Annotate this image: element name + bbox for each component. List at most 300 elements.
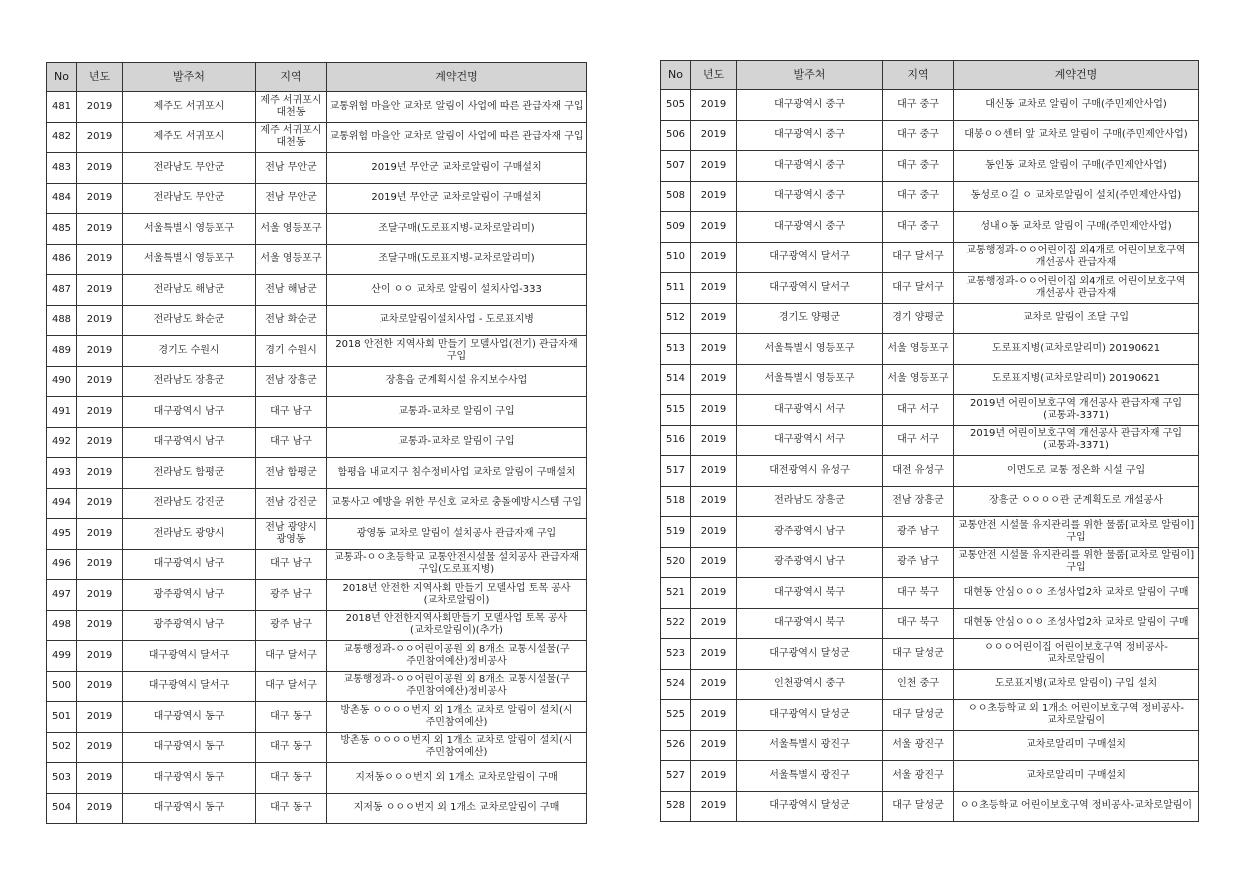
cell-region: 서울 영등포구	[883, 334, 954, 365]
cell-region: 서울 영등포구	[256, 214, 327, 245]
cell-orderer: 전라남도 해남군	[123, 275, 256, 306]
cell-region: 서울 광진구	[883, 761, 954, 792]
cell-no: 503	[47, 763, 77, 794]
table-row	[47, 793, 587, 824]
header-orderer: 발주처	[737, 61, 883, 90]
cell-orderer: 서울특별시 영등포구	[737, 334, 883, 365]
cell-year: 2019	[691, 669, 737, 700]
cell-no: 526	[661, 730, 691, 761]
table-row	[47, 366, 587, 397]
cell-contract: 교통과-교차로 알림이 구입	[327, 427, 587, 458]
cell-year: 2019	[691, 151, 737, 182]
cell-no: 528	[661, 791, 691, 822]
cell-region: 대구 달서구	[256, 671, 327, 702]
cell-region: 인천 중구	[883, 669, 954, 700]
table-row	[47, 427, 587, 458]
cell-orderer: 대구광역시 동구	[123, 732, 256, 763]
cell-contract: 대현동 안심ㅇㅇㅇ 조성사업2차 교차로 알림이 구매	[954, 608, 1199, 639]
cell-year: 2019	[691, 273, 737, 304]
table-row	[47, 153, 587, 184]
cell-year: 2019	[691, 486, 737, 517]
contract-table-left	[46, 62, 587, 824]
cell-contract: 2019년 무안군 교차로알림이 구매설치	[327, 153, 587, 184]
cell-contract: 장흥군 ㅇㅇㅇㅇ관 군계획도로 개설공사	[954, 486, 1199, 517]
cell-orderer: 대구광역시 남구	[123, 427, 256, 458]
cell-year: 2019	[77, 336, 123, 367]
cell-year: 2019	[691, 517, 737, 548]
cell-orderer: 광주광역시 남구	[123, 610, 256, 641]
cell-orderer: 대구광역시 북구	[737, 578, 883, 609]
cell-contract: 지저동ㅇㅇㅇ번지 외 1개소 교차로알림이 구매	[327, 763, 587, 794]
cell-orderer: 대구광역시 남구	[123, 397, 256, 428]
table-row	[661, 669, 1199, 700]
table-row	[661, 181, 1199, 212]
cell-year: 2019	[77, 397, 123, 428]
cell-orderer: 광주광역시 남구	[737, 547, 883, 578]
cell-orderer: 광주광역시 남구	[737, 517, 883, 548]
cell-orderer: 대전광역시 유성구	[737, 456, 883, 487]
cell-contract: 방촌동 ㅇㅇㅇㅇ번지 외 1개소 교차로 알림이 설치(시 주민참여예산)	[327, 732, 587, 763]
cell-orderer: 대구광역시 서구	[737, 425, 883, 456]
table-row	[661, 761, 1199, 792]
cell-year: 2019	[77, 366, 123, 397]
cell-orderer: 대구광역시 중구	[737, 181, 883, 212]
cell-orderer: 제주도 서귀포시	[123, 92, 256, 123]
cell-orderer: 제주도 서귀포시	[123, 122, 256, 153]
table-row	[661, 578, 1199, 609]
cell-year: 2019	[691, 639, 737, 670]
cell-year: 2019	[77, 275, 123, 306]
cell-no: 509	[661, 212, 691, 243]
cell-year: 2019	[691, 456, 737, 487]
table-row	[47, 275, 587, 306]
cell-region: 대구 남구	[256, 427, 327, 458]
cell-contract: 교통위험 마을안 교차로 알림이 사업에 따른 관급자재 구입	[327, 92, 587, 123]
cell-no: 505	[661, 90, 691, 121]
cell-contract: 동인동 교차로 알림이 구매(주민제안사업)	[954, 151, 1199, 182]
cell-contract: 함평읍 내교지구 침수정비사업 교차로 알림이 구매설치	[327, 458, 587, 489]
table-row	[661, 120, 1199, 151]
cell-contract: 교차로알리미 구매설치	[954, 730, 1199, 761]
cell-no: 499	[47, 641, 77, 672]
cell-region: 광주 남구	[256, 580, 327, 611]
cell-year: 2019	[691, 242, 737, 273]
cell-orderer: 전라남도 화순군	[123, 305, 256, 336]
cell-region: 대구 동구	[256, 732, 327, 763]
cell-orderer: 대구광역시 동구	[123, 763, 256, 794]
cell-year: 2019	[77, 732, 123, 763]
cell-year: 2019	[77, 305, 123, 336]
cell-orderer: 대구광역시 달서구	[737, 242, 883, 273]
cell-year: 2019	[77, 92, 123, 123]
table-row	[47, 549, 587, 580]
header-no: No	[661, 61, 691, 90]
cell-no: 521	[661, 578, 691, 609]
cell-contract: 이면도로 교통 정온화 시설 구입	[954, 456, 1199, 487]
cell-contract: 도로표지병(교차로알리미) 20190621	[954, 334, 1199, 365]
cell-no: 506	[661, 120, 691, 151]
cell-region: 서울 광진구	[883, 730, 954, 761]
cell-region: 대구 달성군	[883, 639, 954, 670]
table-header	[661, 61, 1199, 90]
table-row	[661, 90, 1199, 121]
cell-year: 2019	[691, 425, 737, 456]
cell-region: 전남 장흥군	[883, 486, 954, 517]
cell-orderer: 대구광역시 달성군	[737, 791, 883, 822]
table-row	[47, 580, 587, 611]
table-row	[47, 305, 587, 336]
cell-region: 제주 서귀포시 대천동	[256, 122, 327, 153]
cell-no: 492	[47, 427, 77, 458]
table-row	[47, 519, 587, 550]
cell-no: 520	[661, 547, 691, 578]
cell-year: 2019	[77, 671, 123, 702]
cell-region: 전남 해남군	[256, 275, 327, 306]
cell-year: 2019	[77, 427, 123, 458]
cell-no: 510	[661, 242, 691, 273]
cell-contract: 도로표지병(교차로알리미) 20190621	[954, 364, 1199, 395]
cell-orderer: 전라남도 무안군	[123, 183, 256, 214]
cell-region: 전남 무안군	[256, 153, 327, 184]
table-row	[661, 639, 1199, 670]
cell-contract: 교통행정과-ㅇㅇ어린이집 외4개로 어린이보호구역 개선공사 관급자재	[954, 242, 1199, 273]
cell-year: 2019	[691, 608, 737, 639]
cell-year: 2019	[691, 791, 737, 822]
cell-no: 482	[47, 122, 77, 153]
cell-region: 대구 동구	[256, 702, 327, 733]
cell-year: 2019	[691, 181, 737, 212]
cell-region: 대구 북구	[883, 608, 954, 639]
table-row	[661, 242, 1199, 273]
cell-orderer: 전라남도 장흥군	[737, 486, 883, 517]
table-row	[661, 364, 1199, 395]
cell-orderer: 대구광역시 북구	[737, 608, 883, 639]
cell-no: 501	[47, 702, 77, 733]
cell-contract: 성내ㅇ동 교차로 알림이 구매(주민제안사업)	[954, 212, 1199, 243]
cell-region: 대구 동구	[256, 763, 327, 794]
cell-year: 2019	[691, 395, 737, 426]
table-body	[47, 92, 587, 824]
cell-no: 504	[47, 793, 77, 824]
cell-region: 제주 서귀포시 대천동	[256, 92, 327, 123]
cell-no: 500	[47, 671, 77, 702]
cell-no: 527	[661, 761, 691, 792]
cell-region: 대구 달성군	[883, 700, 954, 731]
cell-contract: 장흥읍 군계획시설 유지보수사업	[327, 366, 587, 397]
cell-year: 2019	[691, 334, 737, 365]
cell-orderer: 대구광역시 중구	[737, 212, 883, 243]
table-row	[661, 700, 1199, 731]
cell-orderer: 대구광역시 달서구	[737, 273, 883, 304]
cell-year: 2019	[77, 488, 123, 519]
cell-no: 518	[661, 486, 691, 517]
cell-region: 전남 장흥군	[256, 366, 327, 397]
cell-region: 대구 중구	[883, 151, 954, 182]
cell-no: 517	[661, 456, 691, 487]
cell-no: 481	[47, 92, 77, 123]
contract-table-right	[660, 60, 1199, 822]
cell-year: 2019	[691, 730, 737, 761]
cell-orderer: 대구광역시 중구	[737, 90, 883, 121]
cell-orderer: 서울특별시 영등포구	[123, 214, 256, 245]
cell-orderer: 대구광역시 달서구	[123, 641, 256, 672]
table-row	[661, 334, 1199, 365]
cell-orderer: 서울특별시 광진구	[737, 761, 883, 792]
cell-orderer: 대구광역시 남구	[123, 549, 256, 580]
table-row	[661, 273, 1199, 304]
cell-region: 경기 수원시	[256, 336, 327, 367]
cell-no: 513	[661, 334, 691, 365]
cell-no: 489	[47, 336, 77, 367]
cell-contract: 동성로ㅇ길 ㅇ 교차로알림이 설치(주민제안사업)	[954, 181, 1199, 212]
cell-year: 2019	[77, 763, 123, 794]
cell-year: 2019	[77, 580, 123, 611]
cell-no: 484	[47, 183, 77, 214]
cell-no: 494	[47, 488, 77, 519]
table-row	[47, 458, 587, 489]
cell-region: 대구 달서구	[883, 242, 954, 273]
cell-contract: 대현동 안심ㅇㅇㅇ 조성사업2차 교차로 알림이 구매	[954, 578, 1199, 609]
cell-region: 전남 강진군	[256, 488, 327, 519]
cell-year: 2019	[77, 793, 123, 824]
header-region: 지역	[256, 63, 327, 92]
cell-contract: 2018 안전한 지역사회 만들기 모델사업(전기) 관급자재 구입	[327, 336, 587, 367]
cell-no: 508	[661, 181, 691, 212]
cell-no: 493	[47, 458, 77, 489]
cell-region: 서울 영등포구	[883, 364, 954, 395]
table-row	[47, 671, 587, 702]
cell-no: 488	[47, 305, 77, 336]
cell-region: 전남 광양시 광영동	[256, 519, 327, 550]
cell-contract: 조달구매(도로표지병-교차로알리미)	[327, 244, 587, 275]
table-row	[47, 702, 587, 733]
cell-orderer: 대구광역시 서구	[737, 395, 883, 426]
table-row	[661, 212, 1199, 243]
cell-year: 2019	[77, 122, 123, 153]
cell-contract: 광영동 교차로 알림이 설치공사 관급자재 구입	[327, 519, 587, 550]
cell-no: 490	[47, 366, 77, 397]
cell-orderer: 대구광역시 달성군	[737, 639, 883, 670]
cell-no: 507	[661, 151, 691, 182]
table-row	[47, 610, 587, 641]
cell-region: 대구 남구	[256, 549, 327, 580]
cell-region: 대구 달서구	[256, 641, 327, 672]
cell-year: 2019	[77, 214, 123, 245]
cell-contract: 대봉ㅇㅇ센터 앞 교차로 알림이 구매(주민제안사업)	[954, 120, 1199, 151]
cell-contract: 교통행정과-ㅇㅇ어린이공원 외 8개소 교통시설물(구 주민참여예산)정비공사	[327, 641, 587, 672]
cell-no: 485	[47, 214, 77, 245]
cell-contract: 교통과-교차로 알림이 구입	[327, 397, 587, 428]
cell-region: 대구 서구	[883, 395, 954, 426]
cell-orderer: 인천광역시 중구	[737, 669, 883, 700]
cell-region: 대구 달서구	[883, 273, 954, 304]
cell-orderer: 전라남도 강진군	[123, 488, 256, 519]
cell-no: 512	[661, 303, 691, 334]
cell-year: 2019	[77, 183, 123, 214]
cell-contract: 2019년 어린이보호구역 개선공사 관급자재 구입(교통과-3371)	[954, 425, 1199, 456]
cell-year: 2019	[77, 458, 123, 489]
table-body	[661, 90, 1199, 822]
cell-year: 2019	[691, 547, 737, 578]
cell-region: 대구 동구	[256, 793, 327, 824]
table-row	[661, 395, 1199, 426]
cell-region: 광주 남구	[883, 547, 954, 578]
cell-contract: 2019년 어린이보호구역 개선공사 관급자재 구입(교통과-3371)	[954, 395, 1199, 426]
table-row	[661, 730, 1199, 761]
table-row	[47, 488, 587, 519]
table-row	[661, 608, 1199, 639]
cell-no: 523	[661, 639, 691, 670]
cell-region: 대구 서구	[883, 425, 954, 456]
cell-no: 497	[47, 580, 77, 611]
cell-no: 498	[47, 610, 77, 641]
cell-no: 483	[47, 153, 77, 184]
table-row	[47, 244, 587, 275]
cell-year: 2019	[691, 364, 737, 395]
cell-region: 대구 중구	[883, 120, 954, 151]
cell-orderer: 서울특별시 영등포구	[123, 244, 256, 275]
cell-contract: 산이 ㅇㅇ 교차로 알림이 설치사업-333	[327, 275, 587, 306]
cell-contract: 교통행정과-ㅇㅇ어린이공원 외 8개소 교통시설물(구 주민참여예산)정비공사	[327, 671, 587, 702]
table-row	[47, 397, 587, 428]
header-year: 년도	[77, 63, 123, 92]
cell-orderer: 대구광역시 동구	[123, 702, 256, 733]
cell-contract: ㅇㅇ초등학교 외 1개소 어린이보호구역 정비공사-교차로알림이	[954, 700, 1199, 731]
cell-region: 광주 남구	[883, 517, 954, 548]
cell-orderer: 전라남도 장흥군	[123, 366, 256, 397]
cell-region: 광주 남구	[256, 610, 327, 641]
cell-year: 2019	[691, 761, 737, 792]
cell-contract: 교통사고 예방을 위한 무신호 교차로 충돌예방시스템 구입	[327, 488, 587, 519]
cell-contract: 교차로 알림이 조달 구입	[954, 303, 1199, 334]
table-row	[47, 763, 587, 794]
header-contract: 계약건명	[954, 61, 1199, 90]
cell-orderer: 서울특별시 영등포구	[737, 364, 883, 395]
cell-contract: 교통위험 마을안 교차로 알림이 사업에 따른 관급자재 구입	[327, 122, 587, 153]
cell-orderer: 대구광역시 동구	[123, 793, 256, 824]
cell-region: 대전 유성구	[883, 456, 954, 487]
cell-year: 2019	[77, 549, 123, 580]
cell-contract: 2019년 무안군 교차로알림이 구매설치	[327, 183, 587, 214]
table-row	[47, 214, 587, 245]
header-no: No	[47, 63, 77, 92]
cell-contract: 2018년 안전한지역사회만들기 모델사업 토목 공사(교차로알림이)(추가)	[327, 610, 587, 641]
cell-year: 2019	[691, 120, 737, 151]
cell-region: 대구 중구	[883, 90, 954, 121]
cell-contract: 대신동 교차로 알림이 구매(주민제안사업)	[954, 90, 1199, 121]
table-row	[47, 641, 587, 672]
cell-year: 2019	[691, 578, 737, 609]
cell-contract: 교통안전 시설물 유지관리를 위한 물품[교차로 알림이] 구입	[954, 547, 1199, 578]
table-header	[47, 63, 587, 92]
cell-contract: 도로표지병(교차로 알림이) 구입 설치	[954, 669, 1199, 700]
cell-contract: 교통과-ㅇㅇ초등학교 교통안전시설물 설치공사 관급자재 구입(도로표지병)	[327, 549, 587, 580]
table-row	[47, 92, 587, 123]
cell-no: 487	[47, 275, 77, 306]
cell-region: 대구 달성군	[883, 791, 954, 822]
cell-year: 2019	[691, 212, 737, 243]
cell-contract: 교통행정과-ㅇㅇ어린이집 외4개로 어린이보호구역 개선공사 관급자재	[954, 273, 1199, 304]
header-contract: 계약건명	[327, 63, 587, 92]
cell-region: 서울 영등포구	[256, 244, 327, 275]
cell-no: 496	[47, 549, 77, 580]
cell-year: 2019	[691, 303, 737, 334]
cell-region: 경기 양평군	[883, 303, 954, 334]
cell-orderer: 광주광역시 남구	[123, 580, 256, 611]
cell-orderer: 대구광역시 중구	[737, 151, 883, 182]
cell-no: 502	[47, 732, 77, 763]
cell-no: 511	[661, 273, 691, 304]
cell-no: 525	[661, 700, 691, 731]
table-row	[661, 547, 1199, 578]
cell-no: 514	[661, 364, 691, 395]
cell-contract: 조달구매(도로표지병-교차로알리미)	[327, 214, 587, 245]
cell-region: 대구 남구	[256, 397, 327, 428]
cell-orderer: 서울특별시 광진구	[737, 730, 883, 761]
cell-contract: 지저동 ㅇㅇㅇ번지 외 1개소 교차로알림이 구매	[327, 793, 587, 824]
cell-no: 515	[661, 395, 691, 426]
table-row	[661, 486, 1199, 517]
cell-no: 522	[661, 608, 691, 639]
header-year: 년도	[691, 61, 737, 90]
table-row	[661, 456, 1199, 487]
cell-region: 대구 중구	[883, 181, 954, 212]
table-row	[661, 517, 1199, 548]
table-row	[661, 151, 1199, 182]
cell-contract: 방촌동 ㅇㅇㅇㅇ번지 외 1개소 교차로 알림이 설치(시 주민참여예산)	[327, 702, 587, 733]
cell-region: 전남 화순군	[256, 305, 327, 336]
cell-orderer: 경기도 수원시	[123, 336, 256, 367]
cell-orderer: 대구광역시 달성군	[737, 700, 883, 731]
cell-orderer: 경기도 양평군	[737, 303, 883, 334]
cell-no: 524	[661, 669, 691, 700]
cell-year: 2019	[77, 519, 123, 550]
cell-contract: 교차로알리미 구매설치	[954, 761, 1199, 792]
cell-no: 486	[47, 244, 77, 275]
cell-contract: 교차로알림이설치사업 - 도로표지병	[327, 305, 587, 336]
cell-year: 2019	[691, 90, 737, 121]
cell-year: 2019	[77, 610, 123, 641]
cell-region: 대구 북구	[883, 578, 954, 609]
cell-orderer: 전라남도 함평군	[123, 458, 256, 489]
cell-year: 2019	[77, 641, 123, 672]
cell-contract: 교통안전 시설물 유지관리를 위한 물품[교차로 알림이] 구입	[954, 517, 1199, 548]
table-row	[47, 336, 587, 367]
cell-contract: 2018년 안전한 지역사회 만들기 모델사업 토목 공사(교차로알림이)	[327, 580, 587, 611]
table-row	[47, 732, 587, 763]
cell-year: 2019	[77, 702, 123, 733]
cell-orderer: 대구광역시 중구	[737, 120, 883, 151]
cell-contract: ㅇㅇㅇ어린이집 어린이보호구역 정비공사-교차로알림이	[954, 639, 1199, 670]
table-row	[47, 183, 587, 214]
cell-no: 519	[661, 517, 691, 548]
cell-no: 491	[47, 397, 77, 428]
cell-no: 516	[661, 425, 691, 456]
cell-year: 2019	[77, 153, 123, 184]
cell-region: 전남 무안군	[256, 183, 327, 214]
cell-no: 495	[47, 519, 77, 550]
table-row	[661, 425, 1199, 456]
table-row	[661, 303, 1199, 334]
cell-region: 전남 함평군	[256, 458, 327, 489]
cell-contract: ㅇㅇ초등학교 어린이보호구역 정비공사-교차로알림이	[954, 791, 1199, 822]
table-row	[661, 791, 1199, 822]
cell-year: 2019	[691, 700, 737, 731]
cell-region: 대구 중구	[883, 212, 954, 243]
cell-orderer: 전라남도 광양시	[123, 519, 256, 550]
cell-year: 2019	[77, 244, 123, 275]
header-orderer: 발주처	[123, 63, 256, 92]
